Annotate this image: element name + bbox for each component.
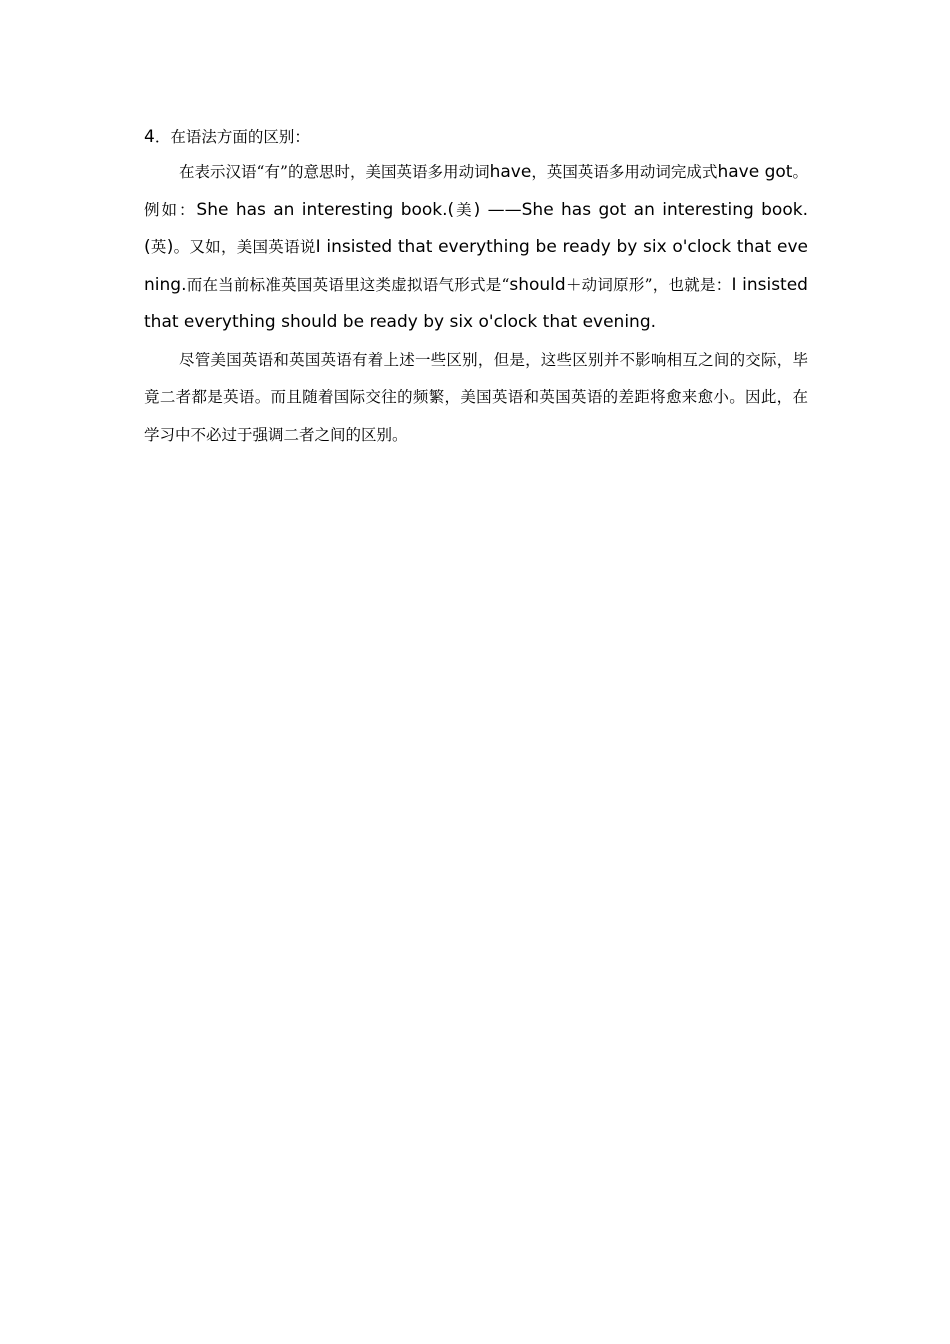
grammar-difference-paragraph: [144, 154, 808, 342]
chinese-text-run: ，英国英语多用动词完成式: [531, 163, 718, 181]
section-number: 4: [144, 127, 155, 147]
chinese-text-run: ＋动词原形”，也就是：: [565, 275, 732, 294]
document-body: [144, 120, 808, 454]
latin-text-run: She has an interesting book.(: [196, 199, 455, 220]
section-heading-text: ．在语法方面的区别：: [154, 128, 310, 146]
chinese-text-run: 。又如，美国英语说: [173, 238, 316, 256]
latin-text-run: I insisted that everything be ready by six o'clock that evening.: [144, 237, 808, 295]
chinese-text-run: 。例如：: [144, 163, 808, 219]
conclusion-paragraph: 尽管美国英语和英国英语有着上述一些区别，但是，这些区别并不影响相互之间的交际，毕竟二者都是英语。而且随着国际交往的频繁，美国英语和英国英语的差距将愈来愈小。因此，在学习中不必过于强调二者之间的区别。: [144, 350, 808, 444]
latin-text-run: have: [489, 162, 532, 182]
latin-text-run: should: [509, 274, 566, 295]
latin-text-run: have got: [717, 162, 793, 182]
latin-text-run: ): [166, 237, 174, 257]
chinese-text-run: 而在当前标准英国英语里这类虚拟语气形式是“: [186, 275, 510, 294]
chinese-text-run: 美: [454, 200, 474, 219]
latin-text-run: ) ——She has got an interesting book.(: [144, 199, 808, 257]
latin-text-run: I insisted that everything should be ready by six o'clock that evening.: [144, 274, 808, 332]
section-heading: [144, 120, 808, 154]
chinese-text-run: 英: [150, 238, 167, 256]
chinese-text-run: 在表示汉语“有”的意思时，美国英语多用动词: [179, 163, 490, 181]
